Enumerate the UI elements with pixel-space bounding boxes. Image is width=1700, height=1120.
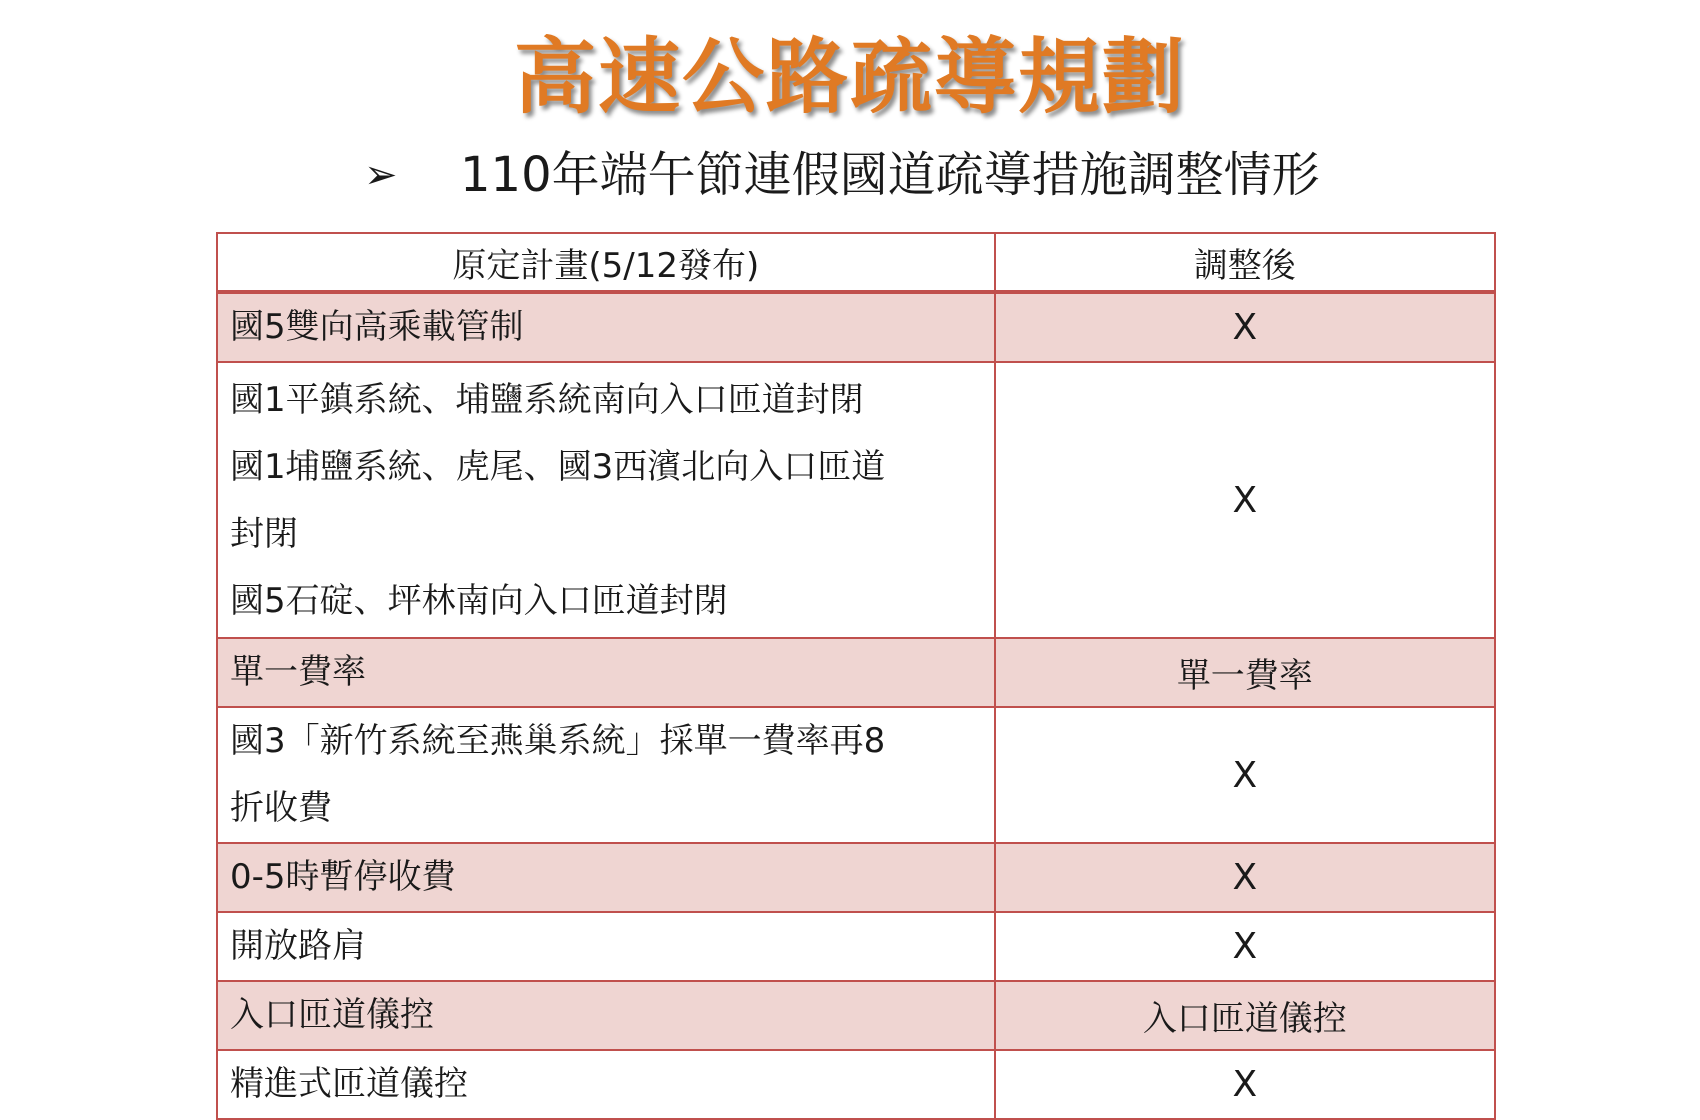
plan-text: 入口匝道儀控: [230, 995, 434, 1035]
table-row: [217, 1050, 1495, 1119]
row-adjusted-cell: X: [995, 1050, 1495, 1119]
plan-text: 國1埔鹽系統、虎尾、國3西濱北向入口匝道: [230, 447, 886, 487]
row-adjusted-cell: 入口匝道儀控: [995, 981, 1495, 1050]
plan-text: 國5雙向高乘載管制: [230, 307, 524, 347]
table-row: [217, 638, 1495, 707]
plan-text: 封閉: [230, 514, 298, 554]
row-plan-cell: [217, 843, 995, 912]
plan-text: 單一費率: [230, 652, 366, 692]
header-adjusted: 調整後: [995, 233, 1495, 292]
page-title: 高速公路疏導規劃: [513, 30, 1186, 125]
header-original-plan: 原定計畫(5/12發布): [217, 233, 995, 292]
row-adjusted-cell: X: [995, 707, 1495, 843]
row-plan-cell: [217, 707, 995, 843]
row-adjusted-cell: 單一費率: [995, 638, 1495, 707]
table-row: [217, 912, 1495, 981]
subtitle-row: [364, 140, 1320, 210]
row-plan-cell: [217, 912, 995, 981]
plan-text: 國5石碇、坪林南向入口匝道封閉: [230, 581, 728, 621]
arrow-bullet-icon: ➢: [364, 152, 398, 198]
row-plan-cell: [217, 362, 995, 638]
row-plan-cell: [217, 638, 995, 707]
table-row: [217, 362, 1495, 638]
table-row: [217, 981, 1495, 1050]
row-plan-cell: [217, 981, 995, 1050]
plan-text: 國1平鎮系統、埔鹽系統南向入口匝道封閉: [230, 380, 864, 420]
table-row: [217, 292, 1495, 362]
plan-table: [216, 232, 1496, 1120]
row-adjusted-cell: X: [995, 912, 1495, 981]
plan-text: 0-5時暫停收費: [230, 857, 456, 897]
table-row: [217, 707, 1495, 843]
plan-text: 開放路肩: [230, 926, 366, 966]
plan-text: 精進式匝道儀控: [230, 1064, 468, 1104]
row-adjusted-cell: X: [995, 362, 1495, 638]
plan-text: 國3「新竹系統至燕巢系統」採單一費率再8: [230, 721, 886, 761]
row-adjusted-cell: X: [995, 292, 1495, 362]
subtitle: 110年端午節連假國道疏導措施調整情形: [460, 147, 1320, 203]
row-adjusted-cell: X: [995, 843, 1495, 912]
plan-text: 折收費: [230, 788, 332, 828]
row-plan-cell: [217, 292, 995, 362]
row-plan-cell: [217, 1050, 995, 1119]
table-row: [217, 843, 1495, 912]
table-header-row: [217, 233, 1495, 292]
